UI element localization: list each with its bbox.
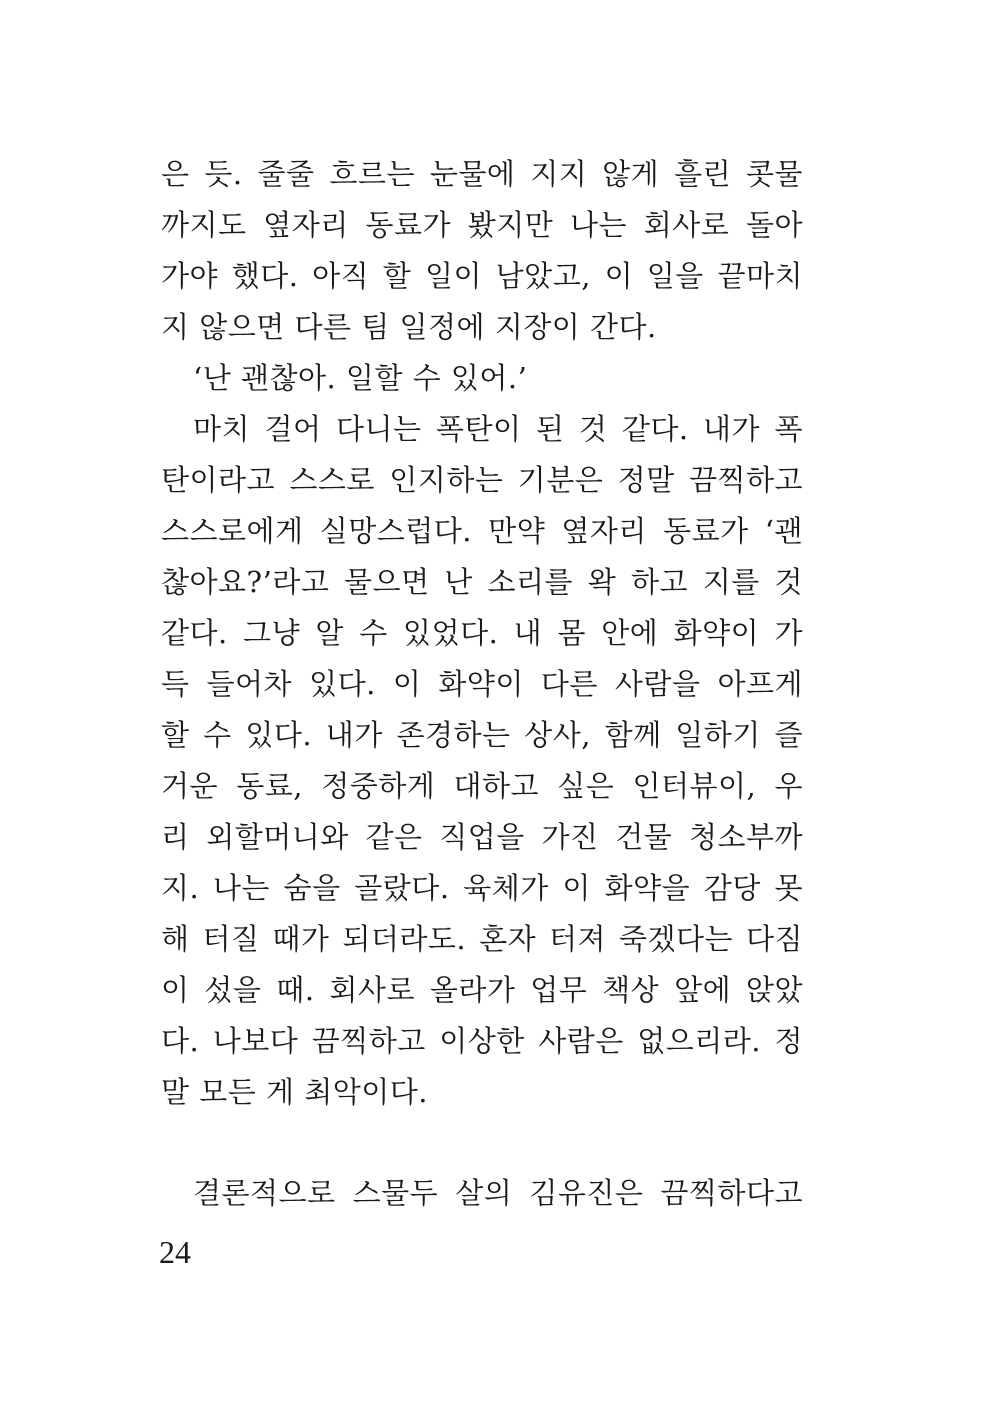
text-line: 가야 했다. 아직 할 일이 남았고, 이 일을 끝마치: [161, 259, 803, 293]
text-line: ‘난 괜찮아. 일할 수 있어.’: [193, 361, 528, 395]
text-line: 까지도 옆자리 동료가 봤지만 나는 회사로 돌아: [161, 208, 803, 242]
text-line: 거운 동료, 정중하게 대하고 싶은 인터뷰이, 우: [161, 769, 803, 803]
text-line: 스스로에게 실망스럽다. 만약 옆자리 동료가 ‘괜: [161, 514, 803, 548]
text-line: 리 외할머니와 같은 직업을 가진 건물 청소부까: [161, 820, 803, 854]
text-line: 같다. 그냥 알 수 있었다. 내 몸 안에 화약이 가: [161, 616, 803, 650]
text-line: 이 섰을 때. 회사로 올라가 업무 책상 앞에 앉았: [161, 973, 803, 1007]
page-number: 24: [159, 1234, 191, 1270]
text-line: 말 모든 게 최악이다.: [161, 1075, 428, 1109]
text-line: 찮아요?’라고 물으면 난 소리를 왁 하고 지를 것: [161, 565, 803, 599]
text-line: 지 않으면 다른 팀 일정에 지장이 간다.: [161, 310, 657, 344]
text-line: 득 들어차 있다. 이 화약이 다른 사람을 아프게: [161, 667, 803, 701]
text-line: 해 터질 때가 되더라도. 혼자 터져 죽겠다는 다짐: [161, 922, 803, 956]
text-line: 은 듯. 줄줄 흐르는 눈물에 지지 않게 흘린 콧물: [161, 157, 803, 191]
text-line: 마치 걸어 다니는 폭탄이 된 것 같다. 내가 폭: [193, 412, 803, 446]
text-line: 탄이라고 스스로 인지하는 기분은 정말 끔찍하고: [161, 463, 803, 497]
text-line: 다. 나보다 끔찍하고 이상한 사람은 없으리라. 정: [161, 1024, 803, 1058]
text-line: 할 수 있다. 내가 존경하는 상사, 함께 일하기 즐: [161, 718, 803, 752]
text-line: 지. 나는 숨을 골랐다. 육체가 이 화약을 감당 못: [161, 871, 803, 905]
text-line: 결론적으로 스물두 살의 김유진은 끔찍하다고: [193, 1176, 803, 1210]
